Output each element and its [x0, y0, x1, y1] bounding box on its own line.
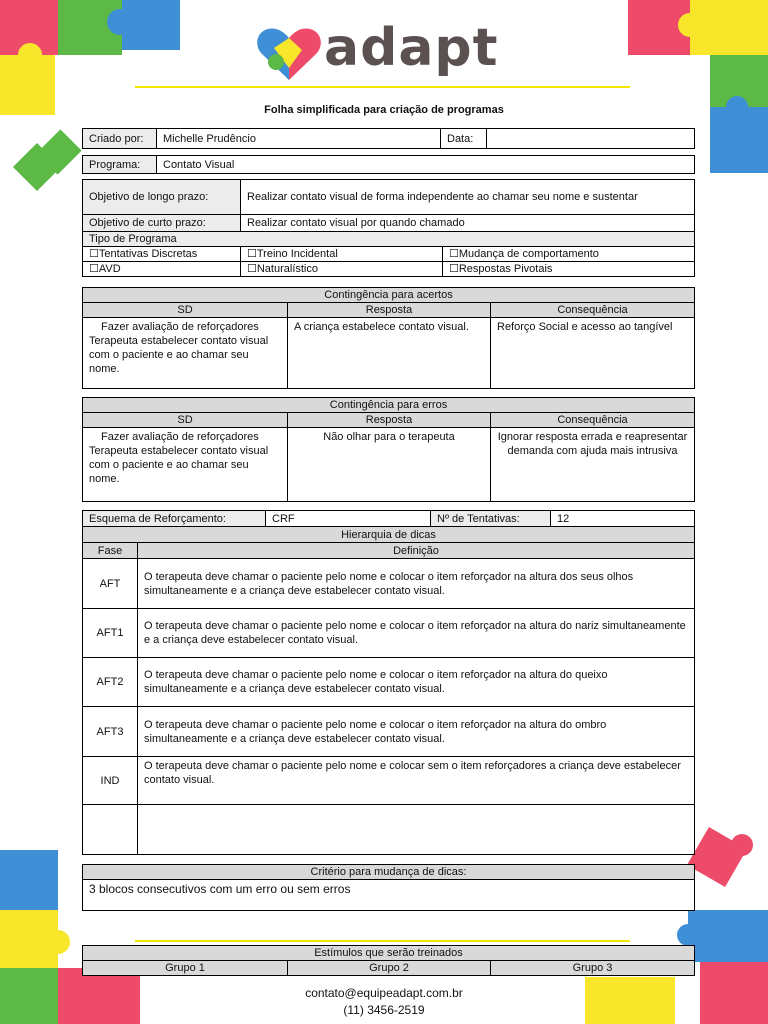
criado-label: Criado por: [83, 129, 157, 149]
footer-email: contato@equipeadapt.com.br [305, 986, 463, 1000]
contingencia-acertos-table [82, 287, 695, 389]
tentativas-label: Nº de Tentativas: [431, 511, 551, 527]
programa-table [82, 155, 695, 174]
grupo-2-header: Grupo 2 [288, 961, 491, 976]
fase-cell: AFT [83, 559, 138, 609]
data-value[interactable] [487, 129, 695, 149]
tipo-option[interactable]: ☐Mudança de comportamento [443, 247, 695, 262]
grupo-1-header: Grupo 1 [83, 961, 288, 976]
definicao-cell[interactable]: O terapeuta deve chamar o paciente pelo nome e colocar o item reforçador na altura do nariz simultaneamente e a criança deve estabelecer contato visual. [138, 609, 695, 658]
header-table [82, 128, 695, 149]
objetivos-table [82, 179, 695, 277]
objetivo-curto-label: Objetivo de curto prazo: [83, 215, 241, 232]
acertos-resposta[interactable]: A criança estabelece contato visual. [288, 318, 491, 389]
esquema-value[interactable]: CRF [266, 511, 431, 527]
objetivo-longo-label: Objetivo de longo prazo: [83, 180, 241, 215]
hierarquia-title: Hierarquia de dicas [83, 527, 695, 543]
programa-label: Programa: [83, 156, 157, 174]
tipo-programa-title: Tipo de Programa [83, 232, 695, 247]
criterio-title: Critério para mudança de dicas: [83, 865, 695, 880]
erros-col-consequencia: Consequência [491, 413, 695, 428]
fase-cell: AFT2 [83, 658, 138, 707]
brand-logo [254, 18, 514, 84]
bottom-divider [135, 940, 630, 942]
definicao-cell[interactable]: O terapeuta deve chamar o paciente pelo nome e colocar o item reforçador na altura dos seus olhos simultaneamente e a criança deve estabelecer contato visual. [138, 559, 695, 609]
definicao-cell[interactable]: O terapeuta deve chamar o paciente pelo nome e colocar o item reforçador na altura do queixo simultaneamente e a criança deve estabelecer contato visual. [138, 658, 695, 707]
programa-value[interactable]: Contato Visual [157, 156, 695, 174]
tipo-option[interactable]: ☐Naturalístico [241, 262, 443, 277]
objetivo-longo-value[interactable]: Realizar contato visual de forma independente ao chamar seu nome e sustentar [241, 180, 695, 215]
top-divider [135, 86, 630, 88]
footer-phone: (11) 3456-2519 [343, 1003, 425, 1017]
erros-consequencia[interactable]: Ignorar resposta errada e reapresentar demanda com ajuda mais intrusiva [491, 428, 695, 502]
document-title: Folha simplificada para criação de programas [264, 104, 504, 116]
fase-cell: AFT3 [83, 707, 138, 757]
hierarquia-col-fase: Fase [83, 543, 138, 559]
brand-wordmark: adapt [324, 18, 499, 78]
erros-col-resposta: Resposta [288, 413, 491, 428]
data-label: Data: [441, 129, 487, 149]
tipo-option[interactable]: ☐AVD [83, 262, 241, 277]
erros-title: Contingência para erros [83, 398, 695, 413]
criado-value[interactable]: Michelle Prudêncio [157, 129, 441, 149]
fase-cell: AFT1 [83, 609, 138, 658]
hierarquia-table [82, 510, 695, 855]
definicao-cell[interactable]: O terapeuta deve chamar o paciente pelo nome e colocar sem o item reforçadores a criança deve estabelecer contato visual. [138, 757, 695, 805]
criterio-table [82, 864, 695, 911]
erros-sd[interactable]: Fazer avaliação de reforçadores Terapeuta estabelecer contato visual com o paciente e ao chamar seu nome. [83, 428, 288, 502]
tentativas-value[interactable]: 12 [551, 511, 695, 527]
heart-puzzle-icon [254, 26, 324, 82]
definicao-cell[interactable]: O terapeuta deve chamar o paciente pelo nome e colocar o item reforçador na altura do ombro simultaneamente e a criança deve estabelecer contato visual. [138, 707, 695, 757]
contingencia-erros-table [82, 397, 695, 502]
estimulos-title: Estímulos que serão treinados [83, 946, 695, 961]
hierarquia-col-definicao: Definição [138, 543, 695, 559]
acertos-col-sd: SD [83, 303, 288, 318]
estimulos-table [82, 945, 695, 976]
grupo-3-header: Grupo 3 [491, 961, 695, 976]
erros-resposta[interactable]: Não olhar para o terapeuta [288, 428, 491, 502]
acertos-col-resposta: Resposta [288, 303, 491, 318]
definicao-cell-empty[interactable] [138, 805, 695, 855]
acertos-sd[interactable]: Fazer avaliação de reforçadores Terapeuta estabelecer contato visual com o paciente e ao chamar seu nome. [83, 318, 288, 389]
tipo-option[interactable]: ☐Tentativas Discretas [83, 247, 241, 262]
acertos-title: Contingência para acertos [83, 288, 695, 303]
tipo-option[interactable]: ☐Respostas Pivotais [443, 262, 695, 277]
acertos-consequencia[interactable]: Reforço Social e acesso ao tangível [491, 318, 695, 389]
fase-cell: IND [83, 757, 138, 805]
erros-col-sd: SD [83, 413, 288, 428]
acertos-col-consequencia: Consequência [491, 303, 695, 318]
tipo-option[interactable]: ☐Treino Incidental [241, 247, 443, 262]
criterio-value[interactable]: 3 blocos consecutivos com um erro ou sem erros [83, 880, 695, 911]
objetivo-curto-value[interactable]: Realizar contato visual por quando chamado [241, 215, 695, 232]
esquema-label: Esquema de Reforçamento: [83, 511, 266, 527]
fase-cell-empty[interactable] [83, 805, 138, 855]
